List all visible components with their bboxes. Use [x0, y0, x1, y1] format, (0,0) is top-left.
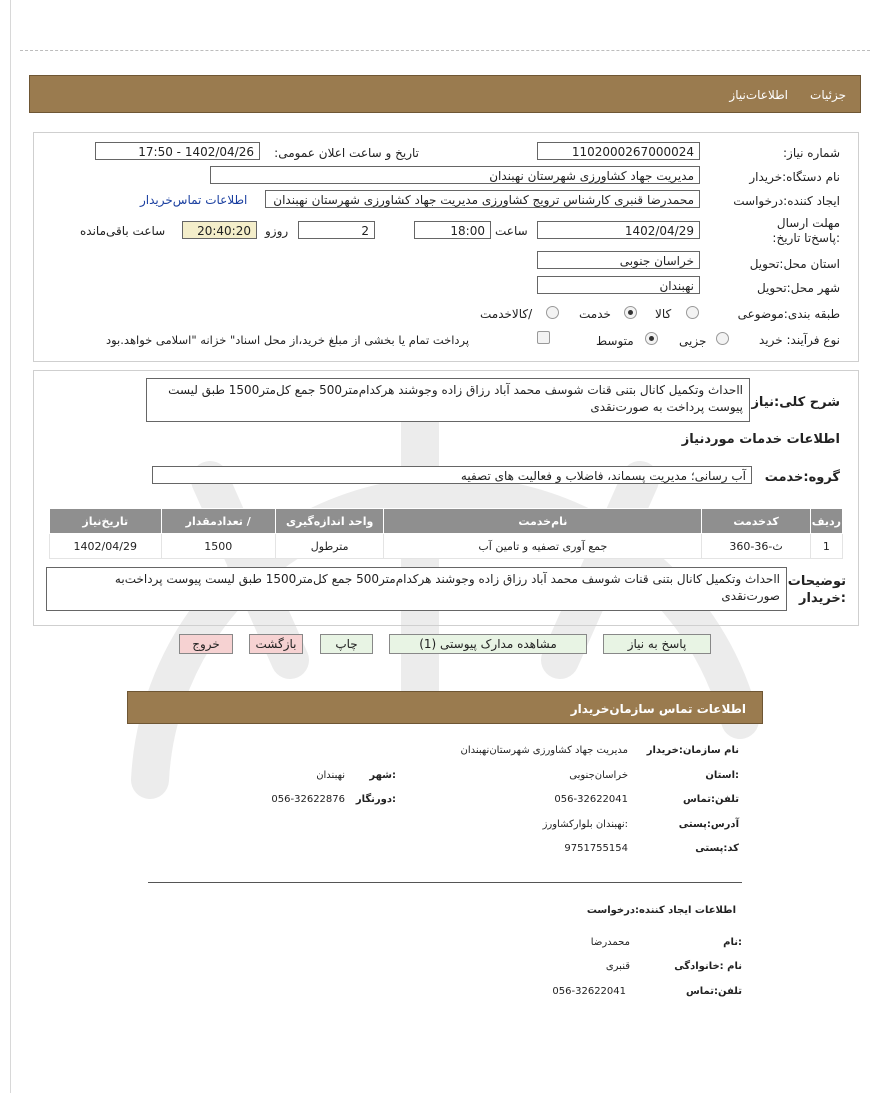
- view-docs-button[interactable]: مشاهده مدارک پیوستی (1): [389, 634, 587, 654]
- contact-city-value: نهبندان: [316, 770, 345, 781]
- table-row: [50, 534, 843, 559]
- category-goods-label: کالا: [655, 307, 672, 321]
- treasury-payment-note: پرداخت تمام یا بخشی از مبلغ خرید،از محل اسناد" خزانه "اسلامی خواهد.بود: [106, 333, 470, 347]
- summary-box: ااحداث وتکمیل کانال بتنی قنات شوسف محمد آباد رزاق زاده وجوشند هرکدام‌متر500 جمع کل‌متر1500 طبق لیست پیوست پرداخت به صورت‌نقدی: [146, 378, 750, 422]
- services-table: [49, 508, 843, 559]
- contact-province-value: خراسان‌جنوبی: [569, 770, 628, 781]
- cell-unit: مترطول: [275, 534, 383, 559]
- contact-address-label: آدرس:پستی: [678, 819, 739, 830]
- creator-family-value: قنبری: [605, 961, 630, 972]
- col-row: ردیف: [810, 509, 842, 534]
- cell-service-code: ث-36-360: [702, 534, 810, 559]
- print-button[interactable]: چاپ: [320, 634, 373, 654]
- contact-fax-label: :دورنگار: [355, 794, 396, 805]
- contact-org-label: نام سازمان:خریدار: [646, 745, 739, 756]
- contact-header-title: اطلاعات تماس سازمان‌خریدار: [570, 702, 746, 716]
- process-medium-label: متوسط: [596, 334, 634, 348]
- creator-field: محمدرضا قنبری کارشناس ترویج کشاورزی مدیریت جهاد کشاورزی شهرستان نهبندان: [265, 190, 700, 208]
- process-minor-radio[interactable]: [716, 332, 729, 345]
- process-minor-label: جزیی: [679, 334, 707, 348]
- category-goods-service-radio[interactable]: [546, 306, 559, 319]
- need-number-field: 1102000267000024: [537, 142, 700, 160]
- city-field: نهبندان: [537, 276, 700, 294]
- creator-name-label: :نام: [723, 937, 742, 948]
- treasury-payment-checkbox[interactable]: [537, 331, 550, 344]
- creator-name-value: محمدرضا: [590, 937, 630, 948]
- category-service-radio[interactable]: [624, 306, 637, 319]
- creator-phone-label: تلفن:تماس: [685, 986, 742, 997]
- days-label: روزو: [265, 224, 289, 238]
- contact-province-label: :استان: [705, 770, 739, 781]
- reply-button[interactable]: پاسخ به نیاز: [603, 634, 711, 654]
- contact-divider: [148, 882, 742, 883]
- contact-org-value: مدیریت جهاد کشاورزی شهرستان‌نهبندان: [460, 745, 628, 756]
- need-number-label: شماره نیاز:: [783, 146, 840, 160]
- category-goods-radio[interactable]: [686, 306, 699, 319]
- deadline-date-field: 1402/04/29: [537, 221, 700, 239]
- remaining-label: ساعت باقی‌مانده: [80, 224, 166, 238]
- process-medium-radio[interactable]: [645, 332, 658, 345]
- creator-label: ایجاد کننده:درخواست: [733, 194, 840, 208]
- creator-info-title: اطلاعات ایجاد کننده:درخواست: [586, 905, 736, 916]
- category-service-label: خدمت: [579, 307, 611, 321]
- tab-details[interactable]: جزئيات: [810, 88, 846, 102]
- province-label: استان محل:تحویل: [749, 257, 840, 271]
- contact-header-bar: [127, 691, 763, 724]
- buyer-org-label: نام دستگاه:خریدار: [749, 170, 840, 184]
- remaining-time-field: 20:40:20: [182, 221, 257, 239]
- left-frame-line: [10, 0, 11, 1093]
- service-group-label: گروه:خدمت: [764, 470, 840, 485]
- contact-phone-label: تلفن:تماس: [682, 794, 739, 805]
- summary-label: شرح کلی:نیاز: [751, 395, 840, 410]
- buyer-notes-label: توضیحات :خریدار: [787, 574, 846, 606]
- col-unit: واحد اندازه‌گیری: [275, 509, 383, 534]
- col-need-date: تاریخ‌نیاز: [50, 509, 162, 534]
- col-quantity: / تعدادمقدار: [161, 509, 275, 534]
- contact-fax-value: 056-32622876: [271, 794, 345, 805]
- announce-field: 1402/04/26 - 17:50: [95, 142, 260, 160]
- announce-label: تاریخ و ساعت اعلان عمومی:: [274, 146, 419, 160]
- top-divider: [20, 50, 870, 51]
- category-goods-service-label: /کالاخدمت: [480, 307, 533, 321]
- contact-postal-label: کد:پستی: [695, 843, 739, 854]
- creator-family-label: نام :خانوادگی: [674, 961, 742, 972]
- contact-postal-value: 9751755154: [564, 843, 628, 854]
- deadline-time-field: 18:00: [414, 221, 491, 239]
- col-service-name: نام‌خدمت: [384, 509, 702, 534]
- cell-quantity: 1500: [161, 534, 275, 559]
- buyer-notes-box: ااحداث وتکمیل کانال بتنی قنات شوسف محمد آباد رزاق زاده وجوشند هرکدام‌متر500 جمع کل‌متر1500 طبق لیست پیوست پرداخت‌به صورت‌نقدی: [46, 567, 787, 611]
- cell-need-date: 1402/04/29: [50, 534, 162, 559]
- details-header-bar: [29, 75, 861, 113]
- cell-service-name: جمع آوری تصفیه و تامین آب: [384, 534, 702, 559]
- buyer-org-field: مدیریت جهاد کشاورزی شهرستان نهبندان: [210, 166, 700, 184]
- deadline-label: مهلت ارسال :پاسخ‌تا تاریخ:: [772, 216, 840, 245]
- cell-row: 1: [810, 534, 842, 559]
- col-service-code: کدخدمت: [702, 509, 810, 534]
- contact-phone-value: 056-32622041: [554, 794, 628, 805]
- contact-address-value: :نهبندان بلوارکشاورز: [542, 819, 628, 830]
- deadline-time-label: ساعت: [495, 224, 528, 238]
- exit-button[interactable]: خروج: [179, 634, 233, 654]
- province-field: خراسان جنوبی: [537, 251, 700, 269]
- creator-phone-value: 056-32622041: [552, 986, 626, 997]
- services-title: اطلاعات خدمات موردنیاز: [681, 432, 840, 447]
- process-label: نوع فرآیند: خرید: [759, 333, 840, 347]
- service-group-field: آب رسانی؛ مدیریت پسماند، فاضلاب و فعالیت های تصفیه: [152, 466, 752, 484]
- buyer-contact-link[interactable]: اطلاعات تماس‌خریدار: [140, 193, 248, 207]
- category-label: طبقه بندی:موضوعی: [737, 307, 840, 321]
- days-field: 2: [298, 221, 375, 239]
- back-button[interactable]: بازگشت: [249, 634, 303, 654]
- city-label: شهر محل:تحویل: [756, 281, 840, 295]
- tab-need-info[interactable]: اطلاعات‌نیاز: [729, 88, 788, 102]
- contact-city-label: :شهر: [369, 770, 396, 781]
